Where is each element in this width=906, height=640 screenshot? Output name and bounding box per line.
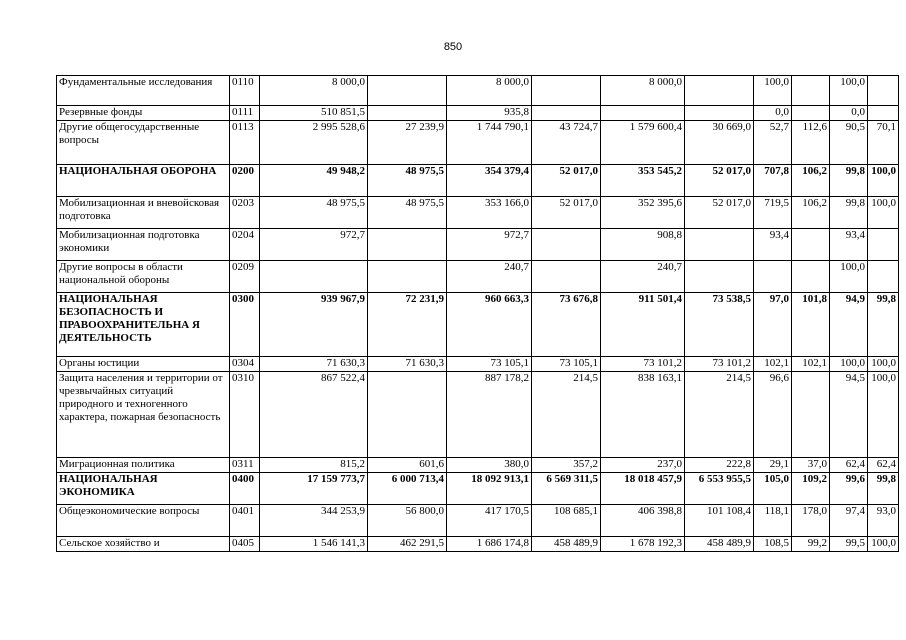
value-cell [685,229,754,261]
value-cell [792,106,830,121]
value-cell: 48 975,5 [368,165,447,197]
value-cell: 2 995 528,6 [260,121,368,165]
value-cell: 108 685,1 [532,505,601,537]
value-cell: 887 178,2 [447,372,532,458]
value-cell: 6 569 311,5 [532,473,601,505]
value-cell [868,76,899,106]
value-cell [792,229,830,261]
value-cell: 97,0 [754,293,792,357]
row-name-cell: Другие вопросы в области национальной обороны [57,261,230,293]
value-cell [532,229,601,261]
value-cell: 56 800,0 [368,505,447,537]
value-cell: 100,0 [868,372,899,458]
value-cell: 240,7 [601,261,685,293]
value-cell: 52,7 [754,121,792,165]
value-cell: 352 395,6 [601,197,685,229]
value-cell: 100,0 [868,165,899,197]
row-code-cell: 0110 [230,76,260,106]
value-cell: 93,0 [868,505,899,537]
value-cell: 73 101,2 [685,357,754,372]
value-cell: 93,4 [754,229,792,261]
value-cell: 100,0 [830,76,868,106]
value-cell: 960 663,3 [447,293,532,357]
row-name-cell: Миграционная политика [57,458,230,473]
value-cell: 93,4 [830,229,868,261]
row-code-cell: 0209 [230,261,260,293]
value-cell: 462 291,5 [368,537,447,552]
value-cell: 37,0 [792,458,830,473]
row-code-cell: 0204 [230,229,260,261]
value-cell: 94,9 [830,293,868,357]
row-code-cell: 0111 [230,106,260,121]
row-code-cell: 0203 [230,197,260,229]
value-cell: 1 546 141,3 [260,537,368,552]
value-cell: 99,5 [830,537,868,552]
value-cell [532,76,601,106]
table-row [57,537,899,552]
value-cell: 73 105,1 [532,357,601,372]
row-code-cell: 0304 [230,357,260,372]
value-cell: 1 744 790,1 [447,121,532,165]
value-cell: 70,1 [868,121,899,165]
value-cell [368,372,447,458]
table-row [57,293,899,357]
value-cell: 100,0 [868,537,899,552]
value-cell: 8 000,0 [260,76,368,106]
value-cell: 815,2 [260,458,368,473]
row-name-cell: Резервные фонды [57,106,230,121]
value-cell: 1 678 192,3 [601,537,685,552]
value-cell [868,261,899,293]
value-cell: 8 000,0 [447,76,532,106]
value-cell: 939 967,9 [260,293,368,357]
value-cell: 106,2 [792,165,830,197]
value-cell: 719,5 [754,197,792,229]
value-cell [792,261,830,293]
row-name-cell: Фундаментальные исследования [57,76,230,106]
value-cell: 102,1 [792,357,830,372]
value-cell: 71 630,3 [260,357,368,372]
value-cell: 105,0 [754,473,792,505]
value-cell: 94,5 [830,372,868,458]
value-cell: 90,5 [830,121,868,165]
value-cell [601,106,685,121]
table-row [57,261,899,293]
value-cell: 0,0 [830,106,868,121]
value-cell: 101 108,4 [685,505,754,537]
value-cell: 99,8 [868,473,899,505]
table-row [57,121,899,165]
value-cell [368,229,447,261]
table-row [57,505,899,537]
table-row [57,458,899,473]
value-cell: 30 669,0 [685,121,754,165]
table-row [57,473,899,505]
value-cell: 406 398,8 [601,505,685,537]
row-code-cell: 0200 [230,165,260,197]
value-cell: 29,1 [754,458,792,473]
page-number: 850 [443,41,463,53]
value-cell: 510 851,5 [260,106,368,121]
value-cell: 240,7 [447,261,532,293]
budget-table [56,75,899,552]
value-cell: 97,4 [830,505,868,537]
value-cell: 458 489,9 [685,537,754,552]
value-cell: 62,4 [830,458,868,473]
value-cell [868,106,899,121]
value-cell: 838 163,1 [601,372,685,458]
row-name-cell: НАЦИОНАЛЬНАЯ ОБОРОНА [57,165,230,197]
row-name-cell: НАЦИОНАЛЬНАЯ БЕЗОПАСНОСТЬ И ПРАВООХРАНИТЕЛЬНА Я ДЕЯТЕЛЬНОСТЬ [57,293,230,357]
value-cell: 0,0 [754,106,792,121]
value-cell: 118,1 [754,505,792,537]
table-row [57,357,899,372]
value-cell: 52 017,0 [685,197,754,229]
value-cell: 972,7 [260,229,368,261]
value-cell: 707,8 [754,165,792,197]
row-code-cell: 0401 [230,505,260,537]
value-cell: 908,8 [601,229,685,261]
value-cell: 108,5 [754,537,792,552]
value-cell: 417 170,5 [447,505,532,537]
value-cell: 100,0 [868,357,899,372]
value-cell: 49 948,2 [260,165,368,197]
table-body [57,76,899,552]
row-name-cell: Органы юстиции [57,357,230,372]
row-code-cell: 0405 [230,537,260,552]
value-cell: 101,8 [792,293,830,357]
value-cell: 178,0 [792,505,830,537]
table-row [57,229,899,261]
table-row [57,197,899,229]
row-name-cell: Общеэкономические вопросы [57,505,230,537]
value-cell [532,261,601,293]
value-cell: 1 579 600,4 [601,121,685,165]
value-cell: 99,8 [830,197,868,229]
value-cell: 73 538,5 [685,293,754,357]
row-code-cell: 0310 [230,372,260,458]
row-code-cell: 0400 [230,473,260,505]
value-cell: 99,8 [830,165,868,197]
value-cell: 18 092 913,1 [447,473,532,505]
value-cell: 6 000 713,4 [368,473,447,505]
value-cell: 1 686 174,8 [447,537,532,552]
value-cell: 237,0 [601,458,685,473]
value-cell: 458 489,9 [532,537,601,552]
value-cell [868,229,899,261]
value-cell [685,76,754,106]
value-cell: 99,6 [830,473,868,505]
value-cell: 100,0 [754,76,792,106]
value-cell: 380,0 [447,458,532,473]
value-cell: 109,2 [792,473,830,505]
value-cell [368,261,447,293]
value-cell [754,261,792,293]
value-cell: 222,8 [685,458,754,473]
value-cell [532,106,601,121]
value-cell: 214,5 [532,372,601,458]
row-name-cell: Мобилизационная и вневойсковая подготовка [57,197,230,229]
value-cell: 27 239,9 [368,121,447,165]
value-cell: 73 105,1 [447,357,532,372]
value-cell: 96,6 [754,372,792,458]
value-cell: 100,0 [830,261,868,293]
value-cell: 62,4 [868,458,899,473]
value-cell [368,106,447,121]
value-cell: 106,2 [792,197,830,229]
row-name-cell: Защита населения и территории от чрезвычайных ситуаций природного и техногенного характера, пожарная безопасность [57,372,230,458]
value-cell [260,261,368,293]
value-cell: 214,5 [685,372,754,458]
value-cell: 43 724,7 [532,121,601,165]
value-cell: 99,2 [792,537,830,552]
value-cell: 73 676,8 [532,293,601,357]
value-cell: 100,0 [830,357,868,372]
value-cell: 18 018 457,9 [601,473,685,505]
value-cell [685,106,754,121]
value-cell: 972,7 [447,229,532,261]
value-cell: 112,6 [792,121,830,165]
table-row [57,106,899,121]
value-cell [792,372,830,458]
value-cell: 52 017,0 [532,165,601,197]
row-code-cell: 0300 [230,293,260,357]
value-cell: 17 159 773,7 [260,473,368,505]
value-cell: 52 017,0 [685,165,754,197]
value-cell: 99,8 [868,293,899,357]
row-name-cell: Сельское хозяйство и [57,537,230,552]
value-cell: 357,2 [532,458,601,473]
value-cell [792,76,830,106]
row-name-cell: Другие общегосударственные вопросы [57,121,230,165]
value-cell: 52 017,0 [532,197,601,229]
value-cell: 6 553 955,5 [685,473,754,505]
value-cell: 344 253,9 [260,505,368,537]
value-cell: 867 522,4 [260,372,368,458]
row-name-cell: Мобилизационная подготовка экономики [57,229,230,261]
value-cell: 48 975,5 [368,197,447,229]
value-cell: 73 101,2 [601,357,685,372]
value-cell [685,261,754,293]
value-cell: 911 501,4 [601,293,685,357]
value-cell [368,76,447,106]
value-cell: 102,1 [754,357,792,372]
value-cell: 354 379,4 [447,165,532,197]
table-row [57,165,899,197]
value-cell: 71 630,3 [368,357,447,372]
value-cell: 601,6 [368,458,447,473]
value-cell: 353 545,2 [601,165,685,197]
value-cell: 72 231,9 [368,293,447,357]
value-cell: 100,0 [868,197,899,229]
row-name-cell: НАЦИОНАЛЬНАЯ ЭКОНОМИКА [57,473,230,505]
value-cell: 935,8 [447,106,532,121]
table-row [57,76,899,106]
value-cell: 48 975,5 [260,197,368,229]
table-row [57,372,899,458]
value-cell: 353 166,0 [447,197,532,229]
row-code-cell: 0311 [230,458,260,473]
value-cell: 8 000,0 [601,76,685,106]
row-code-cell: 0113 [230,121,260,165]
